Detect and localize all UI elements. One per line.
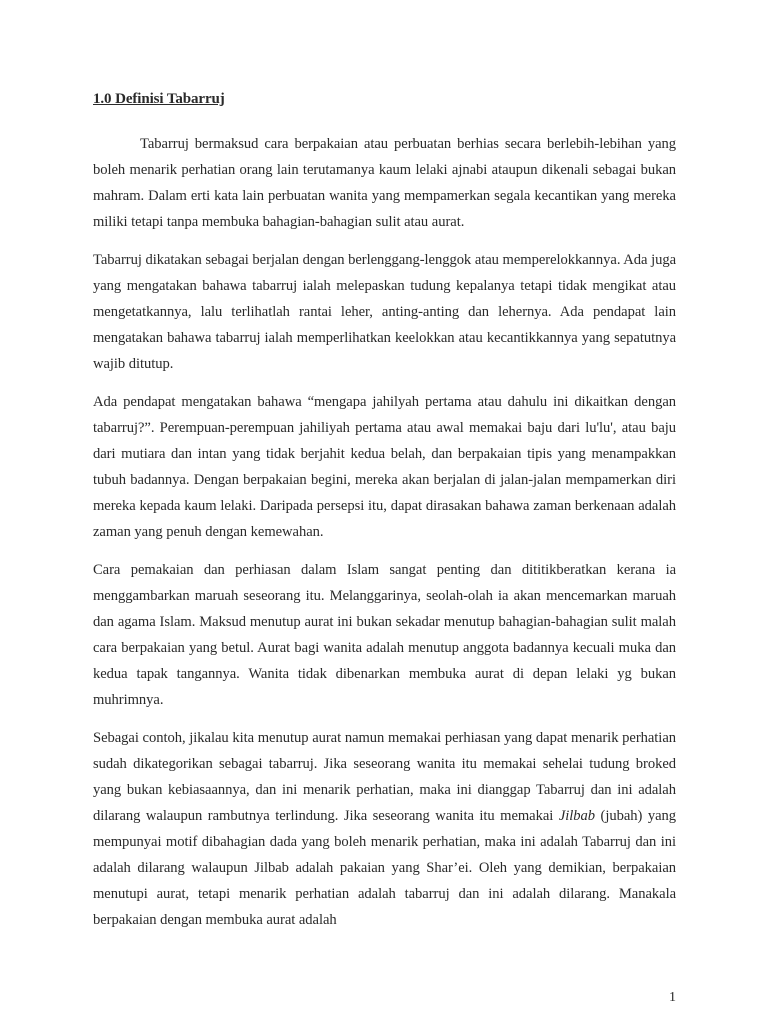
paragraph-description: Tabarruj dikatakan sebagai berjalan dengan berlenggang-lenggok atau memperelokkannya. Ada juga yang mengatakan bahawa tabarruj ialah melepaskan tudung kepalanya tetapi tidak mengikat atau mengetatkannya, lalu terlihatlah rantai leher, anting-anting dan lehernya. Ada pendapat lain mengatakan bahawa tabarruj ialah memperlihatkan keelokkan atau kecantikkannya yang sepatutnya wajib ditutup. — [93, 252, 676, 372]
paragraph-islamic-attire: Cara pemakaian dan perhiasan dalam Islam sangat penting dan dititikberatkan kerana ia menggambarkan maruah seseorang itu. Melanggarinya, seolah-olah ia akan mencemarkan maruah dan agama Islam. Maksud menutup aurat ini bukan sekadar menutup bahagian-bahagian sulit malah cara berpakaian yang betul. Aurat bagi wanita adalah menutup anggota badannya kecuali muka dan kedua tapak tangannya. Wanita tidak dibenarkan membuka aurat di depan lelaki yg bukan muhrimnya. — [93, 562, 676, 708]
jilbab-term: Jilbab — [558, 808, 595, 824]
paragraph-example-part1: Sebagai contoh, jikalau kita menutup aurat namun memakai perhiasan yang dapat menarik perhatian sudah dikategorikan sebagai tabarruj. Jika seseorang wanita itu memakai sehelai tudung broked yang bukan kebiasaannya, dan ini menarik perhatian, maka ini dianggap Tabarruj dan ini adalah dilarang walaupun rambutnya terlindung. Jika seseorang wanita itu memakai — [93, 730, 676, 824]
paragraph-definition: Tabarruj bermaksud cara berpakaian atau perbuatan berhias secara berlebih-lebihan yang boleh menarik perhatian orang lain terutamanya kaum lelaki ajnabi ataupun dikenali sebagai bukan mahram. Dalam erti kata lain perbuatan wanita yang mempamerkan segala kecantikan yang mereka miliki tetapi tanpa membuka bahagian-bahagian sulit atau aurat. — [93, 136, 676, 230]
paragraph-jahiliyah: Ada pendapat mengatakan bahawa “mengapa jahilyah pertama atau dahulu ini dikaitkan dengan tabarruj?”. Perempuan-perempuan jahiliyah pertama atau awal memakai baju dari lu'lu', atau baju dari mutiara dan intan yang tidak berjahit kedua belah, dan berpakaian tipis yang menampakkan tubuh badannya. Dengan berpakaian begini, mereka akan berjalan di jalan-jalan mempamerkan diri mereka kepada kaum lelaki. Daripada persepsi itu, dapat dirasakan bahawa zaman berkenaan adalah zaman yang penuh dengan kemewahan. — [93, 394, 676, 540]
page-number: 1 — [669, 990, 676, 1005]
paragraph-example — [93, 725, 676, 933]
section-heading: 1.0 Definisi Tabarruj — [93, 91, 225, 107]
paragraph-example-part2: (jubah) yang mempunyai motif dibahagian dada yang boleh menarik perhatian, maka ini adalah Tabarruj dan ini adalah dilarang walaupun Jilbab adalah pakaian yang Shar’ei. Oleh yang demikian, berpakaian menutupi aurat, tetapi menarik perhatian adalah tabarruj dan ini adalah dilarang. Manakala berpakaian dengan membuka aurat adalah — [93, 808, 676, 928]
body-text — [93, 131, 676, 945]
